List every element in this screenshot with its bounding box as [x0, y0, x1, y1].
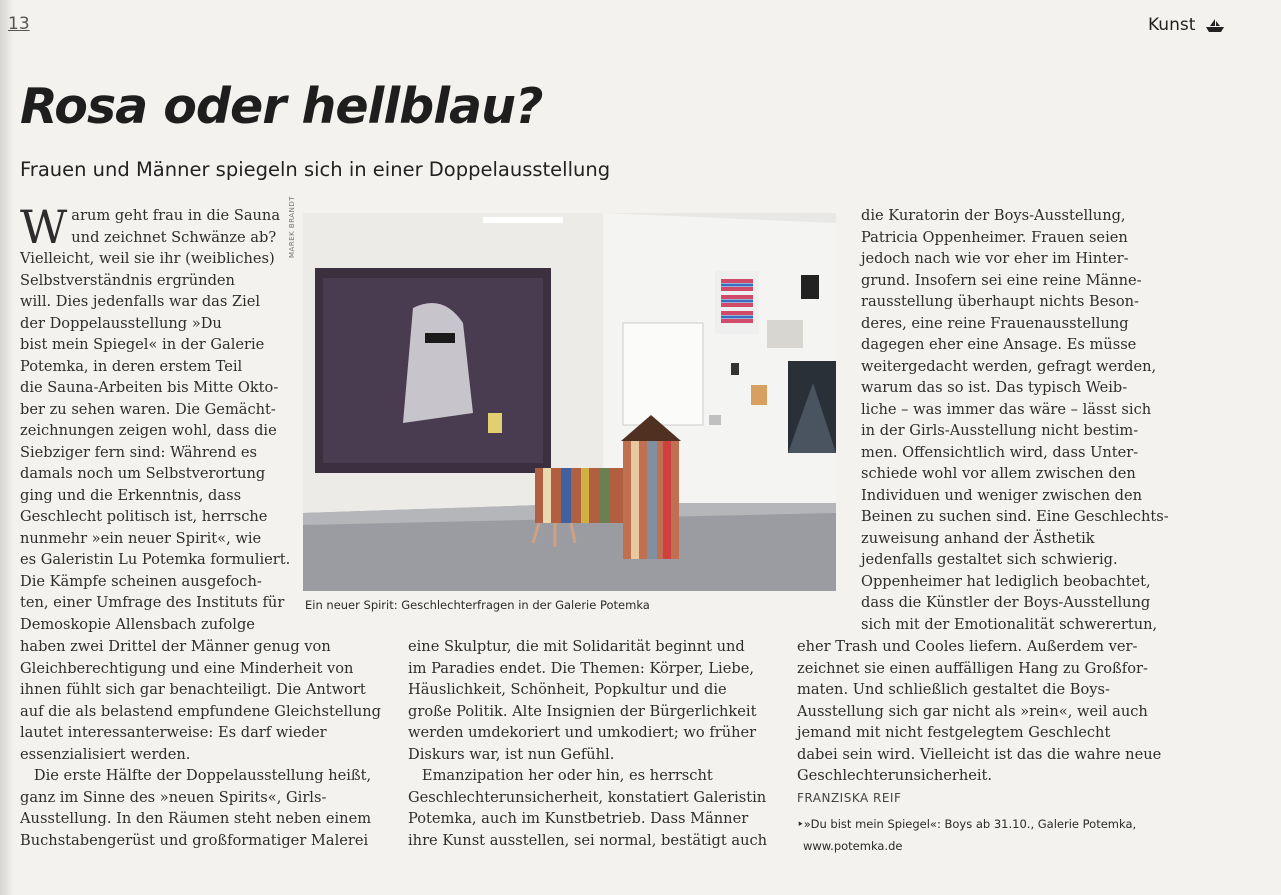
text-line: grund. Insofern sei eine reine Männe-	[861, 271, 1142, 289]
text-line: Diskurs war, ist nun Gefühl.	[408, 745, 615, 763]
text-line: Geschlecht politisch ist, herrsche	[20, 508, 268, 525]
text-line: Die erste Hälfte der Doppelausstellung heißt,	[20, 767, 372, 784]
text-line: Ausstellung. In den Räumen steht neben einem	[20, 810, 372, 827]
text-line: deres, eine reine Frauenausstellung	[861, 314, 1129, 332]
text-line: men. Offensichtlich wird, dass Unter-	[861, 443, 1139, 461]
text-line: Individuen und weniger zwischen den	[861, 486, 1143, 504]
text-line: die Kuratorin der Boys-Ausstellung,	[861, 207, 1126, 224]
text-line: der Doppelausstellung »Du	[20, 314, 222, 332]
ship-icon	[1206, 19, 1224, 33]
text-line: Potemka, auch im Kunstbetrieb. Dass Männer	[408, 810, 749, 827]
column-2	[408, 636, 767, 851]
text-line: zeichnet sie einen auffälligen Hang zu Großfor-	[797, 659, 1148, 677]
text-line: nunmehr »ein neuer Spirit«, wie	[20, 529, 262, 547]
text-line: Gleichberechtigung und eine Minderheit von	[20, 659, 354, 677]
text-line: Siebziger fern sind: Während es	[20, 443, 258, 461]
text-line: jedoch nach wie vor eher im Hinter-	[861, 250, 1129, 267]
text-line: lautet interessanterweise: Es darf wieder	[20, 724, 327, 741]
text-line: die Sauna-Arbeiten bis Mitte Okto-	[20, 379, 279, 396]
text-line: Geschlechterunsicherheit, konstatiert Galeristin	[408, 788, 767, 806]
text-line: Demoskopie Allensbach zufolge	[20, 615, 255, 633]
text-line: dagegen eher eine Ansage. Es müsse	[861, 336, 1137, 353]
text-line: ganz im Sinne des »neuen Spirits«, Girls-	[20, 788, 327, 806]
text-line: jedenfalls gestaltet sich schwierig.	[861, 551, 1118, 568]
gallery-photo	[303, 213, 836, 591]
section-label: Kunst	[1148, 15, 1196, 35]
gallery-url[interactable]: www.potemka.de	[803, 839, 903, 853]
text-line: zeichnungen zeigen wohl, dass die	[20, 422, 277, 439]
text-line: haben zwei Drittel der Männer genug von	[20, 638, 331, 655]
text-line: werden umdekoriert und umkodiert; wo früher	[408, 724, 757, 741]
text-line: essenzialisiert werden.	[20, 745, 191, 763]
article-title: Rosa oder hellblau?	[20, 78, 543, 135]
photo-credit: MAREK BRANDT	[288, 195, 296, 258]
column-1-top	[20, 200, 291, 635]
text-line: Patricia Oppenheimer. Frauen seien	[861, 228, 1128, 246]
text-line: Selbstverständnis ergründen	[20, 271, 235, 289]
text-line: Beinen zu suchen sind. Eine Geschlechts-	[861, 508, 1169, 525]
page-edge	[0, 0, 14, 895]
text-line: auf die als belastend empfundene Gleichstellung	[20, 702, 381, 720]
text-line: eine Skulptur, die mit Solidarität beginnt und	[408, 638, 745, 655]
text-line: warum das so ist. Das typisch Weib-	[861, 379, 1128, 396]
text-line: große Politik. Alte Insignien der Bürgerlichkeit	[408, 702, 757, 720]
page-number: 13	[8, 14, 30, 34]
text-line: Häuslichkeit, Schönheit, Popkultur und die	[408, 681, 727, 698]
text-line: maten. Und schließlich gestaltet die Boys-	[797, 681, 1110, 698]
text-line: sich mit der Emotionalität schwerertun,	[861, 615, 1158, 633]
text-line: es Galeristin Lu Potemka formuliert.	[20, 551, 291, 568]
photo-caption: Ein neuer Spirit: Geschlechterfragen in der Galerie Potemka	[305, 598, 650, 612]
text-line: arum geht frau in die Sauna	[71, 207, 281, 224]
text-line: Ausstellung sich gar nicht als »rein«, weil auch	[797, 702, 1148, 720]
text-line: Die Kämpfe scheinen ausgefoch-	[20, 572, 262, 590]
text-line: Buchstabengerüst und großformatiger Malerei	[20, 831, 369, 849]
column-3-top	[861, 205, 1169, 635]
article-subtitle: Frauen und Männer spiegeln sich in einer Doppelausstellung	[20, 158, 611, 181]
column-3-bottom	[797, 636, 1161, 787]
text-line: ihnen fühlt sich gar benachteiligt. Die Antwort	[20, 681, 366, 698]
text-line: dabei sein wird. Vielleicht ist das die wahre neue	[797, 745, 1162, 763]
text-line: ten, einer Umfrage des Instituts für	[20, 594, 285, 611]
text-line: im Paradies endet. Die Themen: Körper, Liebe,	[408, 659, 754, 677]
text-line: liche – was immer das wäre – lässt sich	[861, 400, 1152, 418]
text-line: ihre Kunst ausstellen, sei normal, bestätigt auch	[408, 831, 768, 849]
text-line: damals noch um Selbstverortung	[20, 465, 266, 482]
text-line: Potemka, in deren erstem Teil	[20, 357, 243, 375]
column-1-bottom	[20, 636, 381, 851]
drop-cap: W	[20, 200, 68, 254]
exhibition-dates: ‣»Du bist mein Spiegel«: Boys ab 31.10., Galerie Potemka,	[797, 817, 1137, 831]
text-line: bist mein Spiegel« in der Galerie	[20, 336, 265, 353]
exhibition-info	[797, 813, 1136, 857]
text-line: ber zu sehen waren. Die Gemächt-	[20, 400, 276, 418]
text-line: Geschlechterunsicherheit.	[797, 767, 993, 784]
text-line: Oppenheimer hat lediglich beobachtet,	[861, 572, 1151, 590]
text-line: Emanzipation her oder hin, es herrscht	[408, 767, 713, 784]
text-line: weitergedacht werden, gefragt werden,	[861, 357, 1157, 375]
text-line: dass die Künstler der Boys-Ausstellung	[861, 594, 1151, 611]
text-line: zuweisung anhand der Ästhetik	[861, 529, 1095, 547]
text-line: jemand mit nicht festgelegtem Geschlecht	[797, 724, 1111, 741]
text-line: in der Girls-Ausstellung nicht bestim-	[861, 422, 1139, 439]
text-line: Vielleicht, weil sie ihr (weibliches)	[20, 250, 275, 267]
text-line: rausstellung überhaupt nichts Beson-	[861, 293, 1139, 310]
text-line: schiede wohl vor allem zwischen den	[861, 465, 1136, 482]
author-byline: FRANZISKA REIF	[797, 791, 902, 805]
text-line: und zeichnet Schwänze ab?	[71, 228, 277, 246]
text-line: ging und die Erkenntnis, dass	[20, 486, 242, 504]
text-line: eher Trash und Cooles liefern. Außerdem ver-	[797, 638, 1138, 655]
text-line: will. Dies jedenfalls war das Ziel	[20, 293, 261, 310]
